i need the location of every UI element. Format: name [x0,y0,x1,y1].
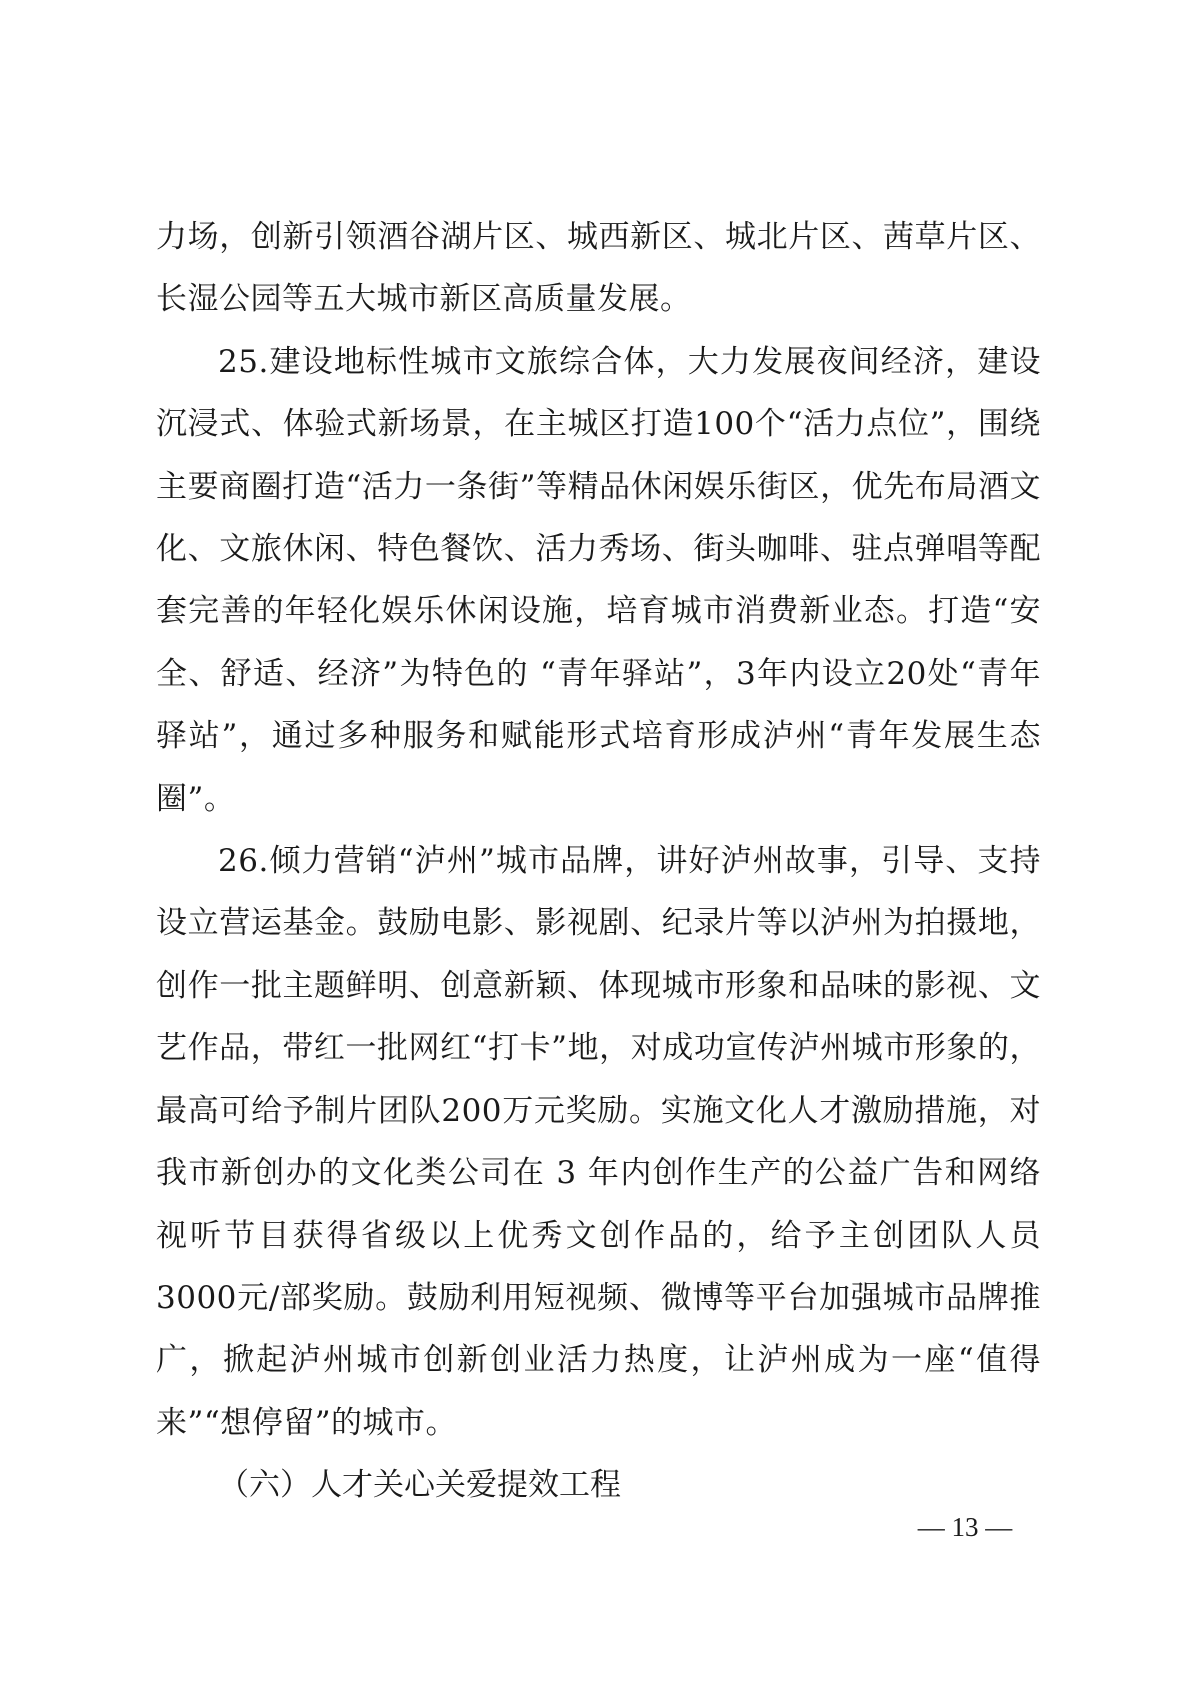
section-heading: （六）人才关心关爱提效工程 [218,1467,621,1504]
paragraph-continuation: 力场，创新引领酒谷湖片区、城西新区、城北片区、茜草片区、长湿公园等五大城市新区高质量发展。 [156,219,1041,318]
paragraph-item-25: 25.建设地标性城市文旅综合体，大力发展夜间经济，建设沉浸式、体验式新场景，在主城区打造100个“活力点位”，围绕主要商圈打造“活力一条街”等精品休闲娱乐街区，优先布局酒文化、文旅休闲、特色餐饮、活力秀场、街头咖啡、驻点弹唱等配套完善的年轻化娱乐休闲设施，培育城市消费新业态。打造“安全、舒适、经济”为特色的 “青年驿站”，3年内设立20处“青年驿站”，通过多种服务和赋能形式培育形成泸州“青年发展生态圈”。 [156,343,1041,817]
page-number: — 13 — [917,1512,1013,1542]
document-body [156,206,1041,1517]
paragraph-item-26: 26.倾力营销“泸州”城市品牌，讲好泸州故事，引导、支持设立营运基金。鼓励电影、影视剧、纪录片等以泸州为拍摄地，创作一批主题鲜明、创意新颖、体现城市形象和品味的影视、文艺作品，带红一批网红“打卡”地，对成功宣传泸州城市形象的，最高可给予制片团队200万元奖励。实施文化人才激励措施，对我市新创办的文化类公司在 3 年内创作生产的公益广告和网络视听节目获得省级以上优秀文创作品的，给予主创团队人员3000元/部奖励。鼓励利用短视频、微博等平台加强城市品牌推广，掀起泸州城市创新创业活力热度，让泸州成为一座“值得来”“想停留”的城市。 [156,843,1041,1441]
